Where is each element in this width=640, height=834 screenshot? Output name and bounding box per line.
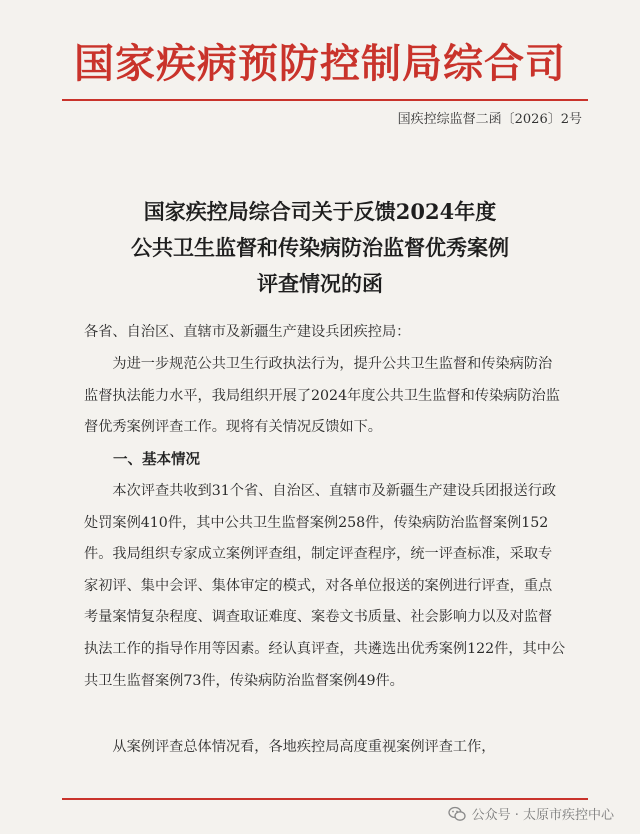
document-title-line-1: 国家疾控局综合司关于反馈2024年度	[143, 199, 497, 224]
salutation: 各省、自治区、直辖市及新疆生产建设兵团疾控局：	[84, 324, 411, 340]
letterhead-org-name: 国家疾病预防控制局综合司	[74, 40, 566, 87]
document-number: 国疾控综监督二函〔2026〕2号	[397, 112, 582, 127]
watermark	[448, 804, 614, 823]
paragraph-evaluation-overview: 从案例评查总体情况看，各地疾控局高度重视案例评查工作，	[112, 739, 496, 755]
paragraph-intro: 为进一步规范公共卫生行政执法行为，提升公共卫生监督和传染病防治监督执法能力水平，我局组织开展了2024年度公共卫生监督和传染病防治监督优秀案例评查工作。现将有关情况反馈如下。	[84, 356, 560, 436]
section-heading: 一、基本情况	[113, 451, 200, 468]
wechat-icon	[448, 806, 466, 822]
document-title-line-2: 公共卫生监督和传染病防治监督优秀案例	[131, 235, 509, 260]
footer-divider	[62, 798, 588, 800]
paragraph-basic-situation: 本次评查共收到31个省、自治区、直辖市及新疆生产建设兵团报送行政处罚案例410件，其中公共卫生监督案例258件，传染病防治监督案例152件。我局组织专家成立案例评查组，制定评查程序，统一评查标准，采取专家初评、集中会评、集体审定的模式，对各单位报送的案例进行评查，重点考量案情复杂程度、调查取证难度、案卷文书质量、社会影响力以及对监督执法工作的指导作用等因素。经认真评查，共遴选出优秀案例122件，其中公共卫生监督案例73件，传染病防治监督案例49件。	[84, 483, 566, 689]
watermark-text: 公众号 · 太原市疾控中心	[471, 808, 614, 823]
document-title-line-3: 评查情况的函	[257, 271, 383, 296]
letterhead-divider	[62, 99, 588, 101]
